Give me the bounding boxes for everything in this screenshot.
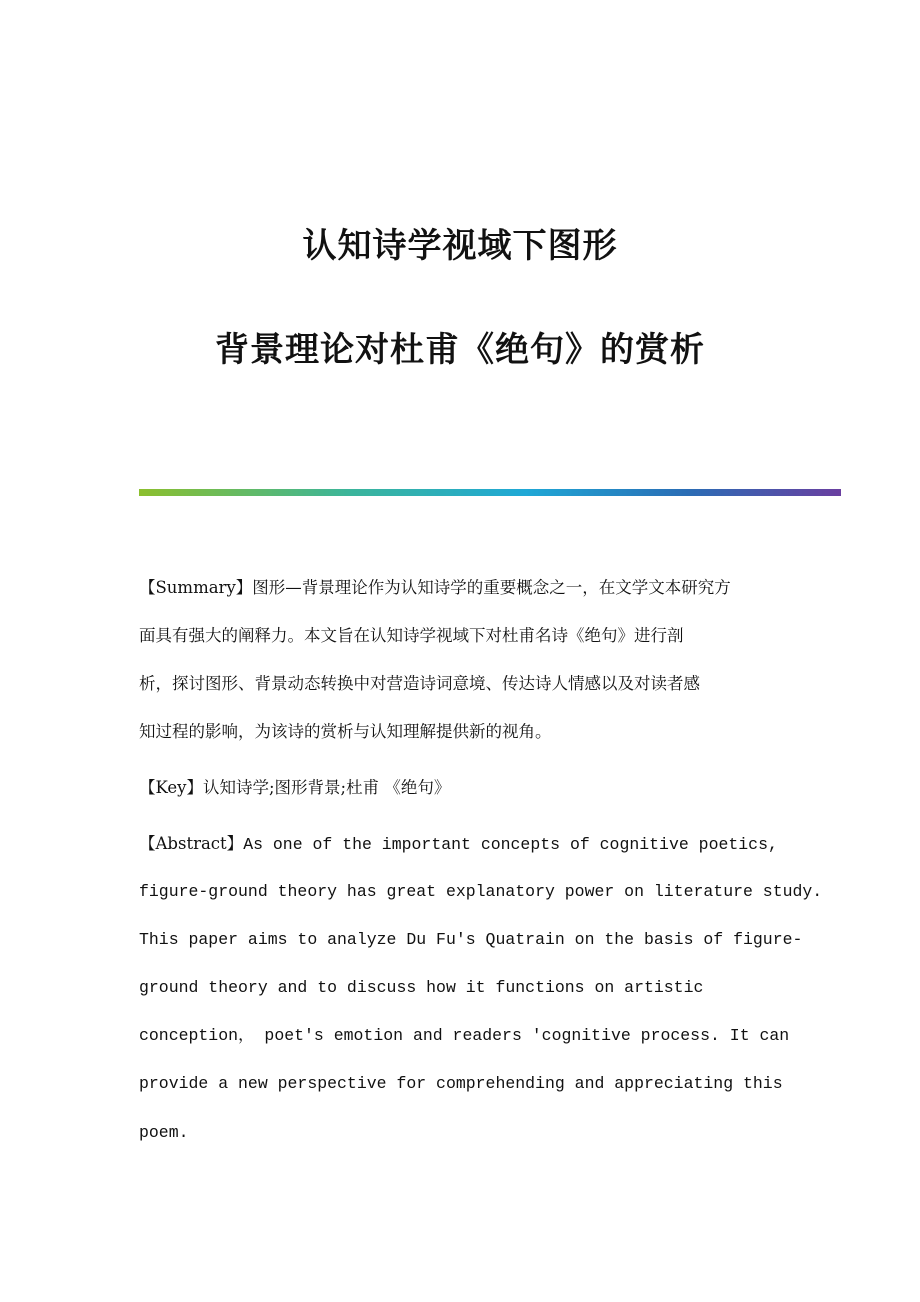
summary-line: 析，探讨图形、背景动态转换中对营造诗词意境、传达诗人情感以及对读者感 bbox=[139, 674, 700, 693]
summary-line: 知过程的影响，为该诗的赏析与认知理解提供新的视角。 bbox=[139, 722, 552, 741]
abstract-line: ground theory and to discuss how it functions on artistic bbox=[139, 978, 704, 997]
abstract-line: poem. bbox=[139, 1123, 189, 1142]
title-line-2: 背景理论对杜甫《绝句》的赏析 bbox=[215, 330, 705, 370]
abstract-label: 【Abstract】 bbox=[139, 834, 244, 853]
title-line-1: 认知诗学视域下图形 bbox=[302, 226, 618, 266]
abstract-line: provide a new perspective for comprehending and appreciating this bbox=[139, 1074, 783, 1093]
abstract-line: This paper aims to analyze Du Fu's Quatrain on the basis of figure- bbox=[139, 930, 803, 949]
abstract-line: figure-ground theory has great explanatory power on literature study. bbox=[139, 882, 823, 901]
keywords-label: 【Key】 bbox=[139, 778, 203, 797]
abstract-line: conception， poet's emotion and readers 'cognitive process. It can bbox=[139, 1026, 790, 1045]
keywords-line bbox=[139, 776, 450, 800]
gradient-divider bbox=[139, 489, 841, 496]
summary-line: 面具有强大的阐释力。本文旨在认知诗学视域下对杜甫名诗《绝句》进行剖 bbox=[139, 626, 684, 645]
summary-label: 【Summary】 bbox=[139, 578, 253, 597]
keywords-text: 认知诗学;图形背景;杜甫 《绝句》 bbox=[202, 778, 451, 797]
abstract-line: 【Abstract】As one of the important concepts of cognitive poetics, bbox=[139, 834, 778, 854]
summary-line: 【Summary】图形—背景理论作为认知诗学的重要概念之一，在文学文本研究方 bbox=[139, 578, 731, 597]
